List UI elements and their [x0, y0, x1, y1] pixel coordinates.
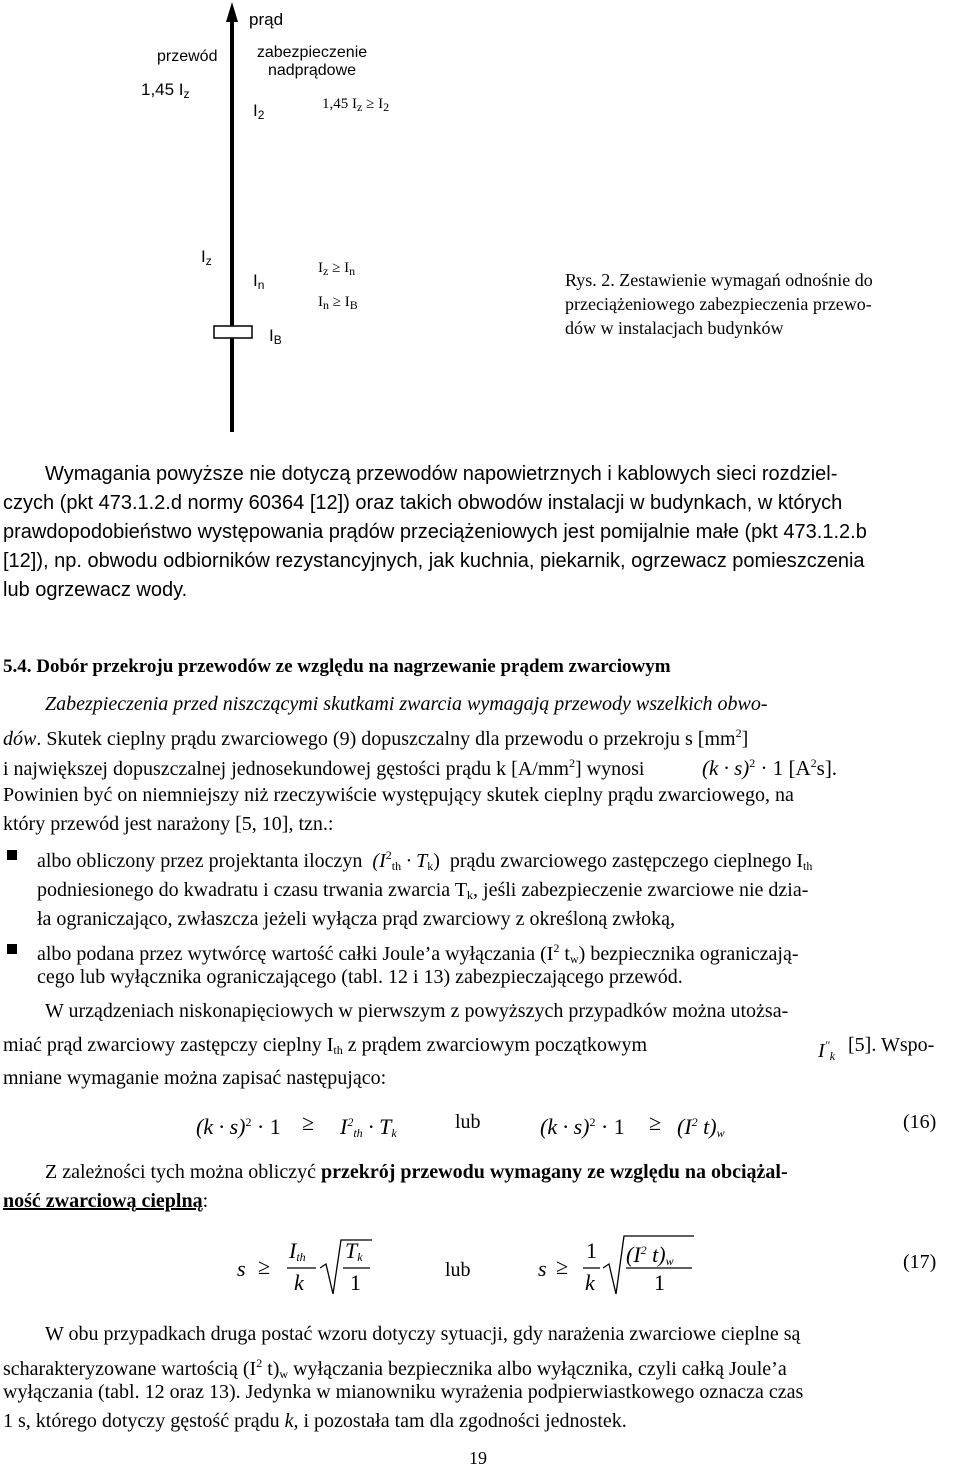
condition-iz-in: $I_z \ge I_n$ — [318, 260, 356, 278]
bullet-marker — [7, 850, 17, 860]
fuse-symbol — [214, 326, 252, 338]
axis-label: prąd — [249, 10, 284, 29]
top-condition: 1,45 $I_z \ge I_2$ — [322, 96, 390, 114]
figure-caption: Rys. 2. Zestawienie wymagań odnośnie do przeciążeniowego zabezpieczenia przewo- dów w instalacjach budynków — [565, 270, 873, 338]
iz-145-label: 1,45 $I_z$ — [141, 80, 190, 101]
diagram-lines — [0, 0, 960, 440]
in-label: $I_n$ — [253, 271, 265, 292]
przewod-label: przewód — [157, 48, 218, 65]
bullet-marker — [7, 944, 17, 954]
equation-17-lines — [0, 1224, 960, 1314]
page-number: 19 — [469, 1448, 487, 1468]
i2-label: $I_2$ — [253, 101, 265, 122]
iz-label: $I_z$ — [201, 247, 212, 268]
axis-arrowhead — [226, 2, 238, 22]
ib-label: $I_B$ — [269, 326, 282, 347]
condition-in-ib: $I_n \ge I_B$ — [318, 294, 358, 312]
zabezpieczenie-label: zabezpieczenie nadprądowe — [256, 44, 368, 79]
